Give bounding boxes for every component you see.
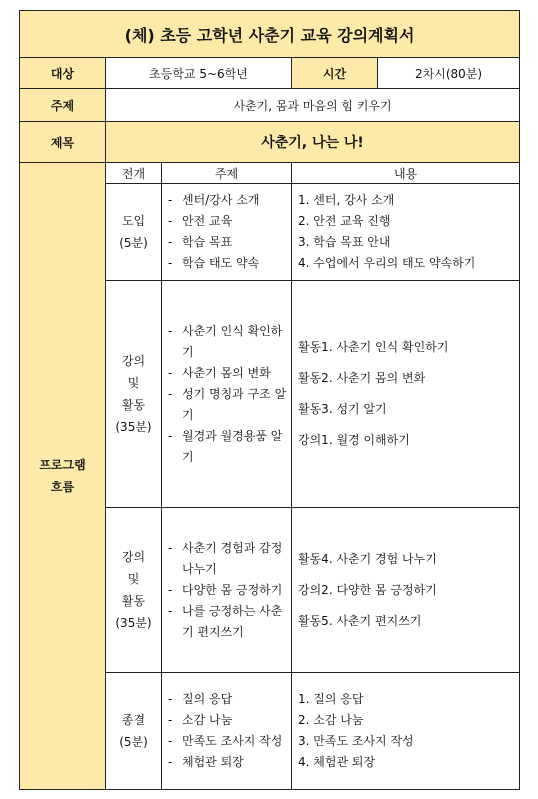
list-item: - 사춘기 인식 확인하기 [168, 321, 287, 363]
phase-cell [106, 281, 162, 508]
list-item: 2. 소감 나눔 [298, 713, 364, 727]
list-item: 강의2. 다양한 몸 긍정하기 [298, 582, 437, 597]
list-item: 활동5. 사춘기 편지쓰기 [298, 613, 422, 628]
phase-name: 활동 [121, 398, 146, 412]
subject-label: 주제 [20, 89, 106, 122]
document-title: (체) 초등 고학년 사춘기 교육 강의계획서 [20, 11, 520, 58]
phase-duration: (35분) [115, 616, 152, 630]
content-cell [292, 281, 520, 508]
list-item: 활동2. 사춘기 몸의 변화 [298, 371, 426, 385]
list-item: 3. 학습 목표 안내 [298, 235, 391, 249]
program-flow-label [20, 163, 106, 790]
content-cell [292, 184, 520, 281]
topic-column-header: 주제 [162, 163, 292, 184]
list-item: 2. 안전 교육 진행 [298, 214, 391, 228]
phase-name: 도입 [121, 214, 146, 228]
list-item: - 소감 나눔 [168, 710, 287, 731]
phase-cell [106, 508, 162, 673]
list-item: 3. 만족도 조사지 작성 [298, 734, 414, 748]
program-flow-label-line2: 흐름 [50, 480, 75, 494]
target-value: 초등학교 5~6학년 [106, 58, 292, 89]
topic-cell [162, 673, 292, 790]
list-item: - 사춘기 몸의 변화 [168, 363, 287, 384]
content-cell [292, 508, 520, 673]
lesson-plan-table [19, 10, 520, 790]
target-label: 대상 [20, 58, 106, 89]
list-item: 활동3. 성기 알기 [298, 402, 387, 416]
list-item: 1. 질의 응답 [298, 692, 364, 706]
phase-column-header: 전개 [106, 163, 162, 184]
list-item: - 성기 명칭과 구조 알기 [168, 384, 287, 426]
list-item: - 학습 목표 [168, 232, 287, 253]
content-column-header: 내용 [292, 163, 520, 184]
lesson-title-value: 사춘기, 나는 나! [106, 122, 520, 163]
list-item: - 체험관 퇴장 [168, 752, 287, 773]
topic-cell [162, 508, 292, 673]
list-item: 활동4. 사춘기 경험 나누기 [298, 551, 437, 566]
list-item: - 사춘기 경험과 감정 나누기 [168, 538, 287, 580]
phase-name: 강의 [121, 550, 146, 564]
list-item: 4. 체험관 퇴장 [298, 755, 376, 769]
time-label: 시간 [292, 58, 378, 89]
subject-value: 사춘기, 몸과 마음의 힘 키우기 [106, 89, 520, 122]
topic-cell [162, 281, 292, 508]
lesson-title-label: 제목 [20, 122, 106, 163]
list-item: 1. 센터, 강사 소개 [298, 193, 395, 207]
list-item: - 질의 응답 [168, 689, 287, 710]
list-item: - 학습 태도 약속 [168, 253, 287, 274]
content-cell [292, 673, 520, 790]
program-flow-label-line1: 프로그램 [39, 458, 86, 472]
list-item: 강의1. 월경 이해하기 [298, 433, 410, 447]
phase-duration: (5분) [119, 236, 148, 250]
list-item: - 다양한 몸 긍정하기 [168, 580, 287, 601]
phase-name: 강의 [121, 354, 146, 368]
phase-name: 및 [127, 572, 140, 586]
topic-cell [162, 184, 292, 281]
time-value: 2차시(80분) [378, 58, 520, 89]
list-item: 4. 수업에서 우리의 태도 약속하기 [298, 256, 476, 270]
phase-name: 종결 [121, 713, 146, 727]
list-item: - 월경과 월경용품 알기 [168, 426, 287, 468]
phase-duration: (35분) [115, 420, 152, 434]
phase-cell [106, 673, 162, 790]
list-item: - 센터/강사 소개 [168, 190, 287, 211]
list-item: - 나를 긍정하는 사춘기 편지쓰기 [168, 601, 287, 643]
phase-duration: (5분) [119, 735, 148, 749]
list-item: - 만족도 조사지 작성 [168, 731, 287, 752]
phase-name: 및 [127, 376, 140, 390]
list-item: 활동1. 사춘기 인식 확인하기 [298, 340, 449, 354]
list-item: - 안전 교육 [168, 211, 287, 232]
phase-name: 활동 [121, 594, 146, 608]
phase-cell [106, 184, 162, 281]
